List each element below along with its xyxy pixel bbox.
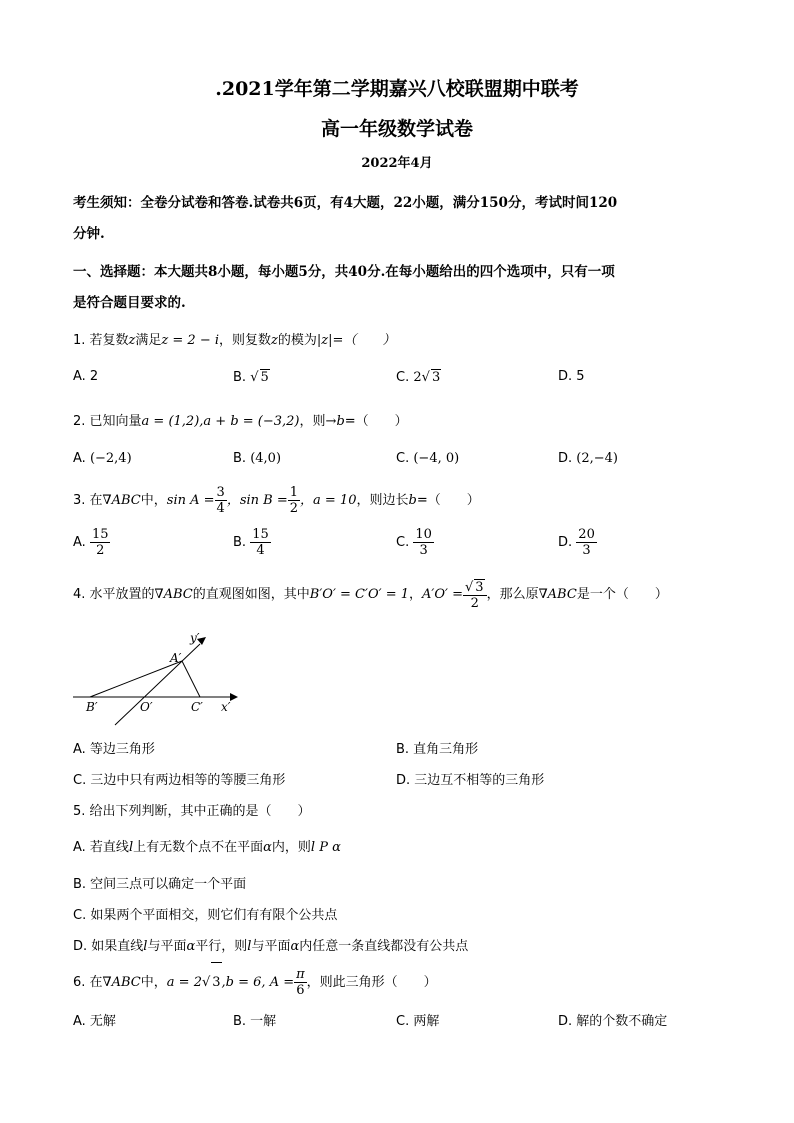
question-1-option-d: D. 5 [558, 369, 585, 384]
x-axis-arrow [230, 693, 238, 701]
exam-subtitle: 高一年级数学试卷 [320, 118, 473, 140]
oblique-projection-figure [70, 630, 245, 730]
question-6-option-c: C. 两解 [396, 1014, 440, 1029]
question-2-stem: 2. 已知向量a = (1,2),a + b = (−3,2)，则→ b=（ ） [73, 414, 408, 429]
question-2-option-c: C. (−4, 0) [396, 451, 460, 466]
label-c-prime: C′ [191, 700, 203, 714]
question-4-option-b: B. 直角三角形 [396, 742, 479, 757]
question-3-option-c: C. $\frac{10}{3}$ [396, 527, 432, 558]
question-5-stem: 5. 给出下列判断，其中正确的是（ ） [73, 804, 311, 819]
question-4-option-d: D. 三边互不相等的三角形 [396, 773, 545, 788]
exam-date: 2022年4月 [361, 156, 433, 171]
question-1-option-c: C. 2√ 3 [396, 370, 441, 385]
notice-line-1: 考生须知：全卷分试卷和答卷.试卷共6页，有4大题，22小题，满分150分，考试时间120 [73, 195, 618, 211]
question-6-option-d: D. 解的个数不确定 [558, 1014, 668, 1029]
label-a-prime: A′ [170, 651, 182, 665]
question-2-option-d: D. (2,−4) [558, 451, 619, 466]
question-4-stem: 4. 水平放置的∇ABC的直观图如图，其中B′O′ = C′O′ = 1，A′O′ = $\frac{√ 3}{2}$ ，那么原∇ABC是一个（ ） [73, 579, 668, 611]
question-6-option-a: A. 无解 [73, 1014, 116, 1029]
exam-title: .2021学年第二学期嘉兴八校联盟期中联考 [215, 78, 579, 100]
question-1-stem: 1. 若复数z满足z = 2 − i，则复数z的模为|z|=（ ） [73, 333, 396, 348]
question-3-stem: 3. 在∇ABC中，sin A = $\frac{3}{4}$ ，sin B = $\frac{1}{2}$ ，a = 10，则边长b=（ ） [73, 485, 480, 516]
question-1-option-b: B. √ 5 [233, 370, 269, 385]
label-o-prime: O′ [140, 700, 153, 714]
question-5-option-c: C. 如果两个平面相交，则它们有有限个公共点 [73, 908, 338, 923]
label-x-prime: x′ [221, 700, 231, 714]
question-6-option-b: B. 一解 [233, 1014, 277, 1029]
question-2-option-a: A. (−2,4) [73, 451, 132, 466]
question-5-option-d: D. 如果直线l与平面α平行，则l与平面α内任意一条直线都没有公共点 [73, 939, 469, 954]
question-3-option-a: A. $\frac{15}{2}$ [73, 527, 109, 558]
section-heading-line-2: 是符合题目要求的. [73, 295, 186, 311]
label-y-prime: y′ [190, 631, 200, 645]
question-3-option-b: B. $\frac{15}{4}$ [233, 527, 269, 558]
question-4-option-c: C. 三边中只有两边相等的等腰三角形 [73, 773, 286, 788]
segment-b-a [90, 661, 182, 697]
question-3-option-d: D. $\frac{20}{3}$ [558, 527, 595, 558]
section-heading-line-1: 一、选择题：本大题共8小题，每小题5分，共40分.在每小题给出的四个选项中，只有一项 [73, 264, 615, 280]
question-5-option-a: A. 若直线l上有无数个点不在平面α内，则l P α [73, 840, 341, 855]
label-b-prime: B′ [86, 700, 98, 714]
question-2-option-b: B. (4,0) [233, 451, 282, 466]
question-6-stem: 6. 在∇ABC中，a = 2√ 3,b = 6, A = $\frac{\pi}{6}$ ，则此三角形（ ） [73, 962, 437, 1003]
question-4-option-a: A. 等边三角形 [73, 742, 155, 757]
question-5-option-b: B. 空间三点可以确定一个平面 [73, 877, 247, 892]
question-1-option-a: A. 2 [73, 369, 99, 384]
notice-line-2: 分钟. [73, 226, 105, 242]
segment-a-c [182, 661, 200, 697]
y-axis-line [115, 644, 200, 725]
